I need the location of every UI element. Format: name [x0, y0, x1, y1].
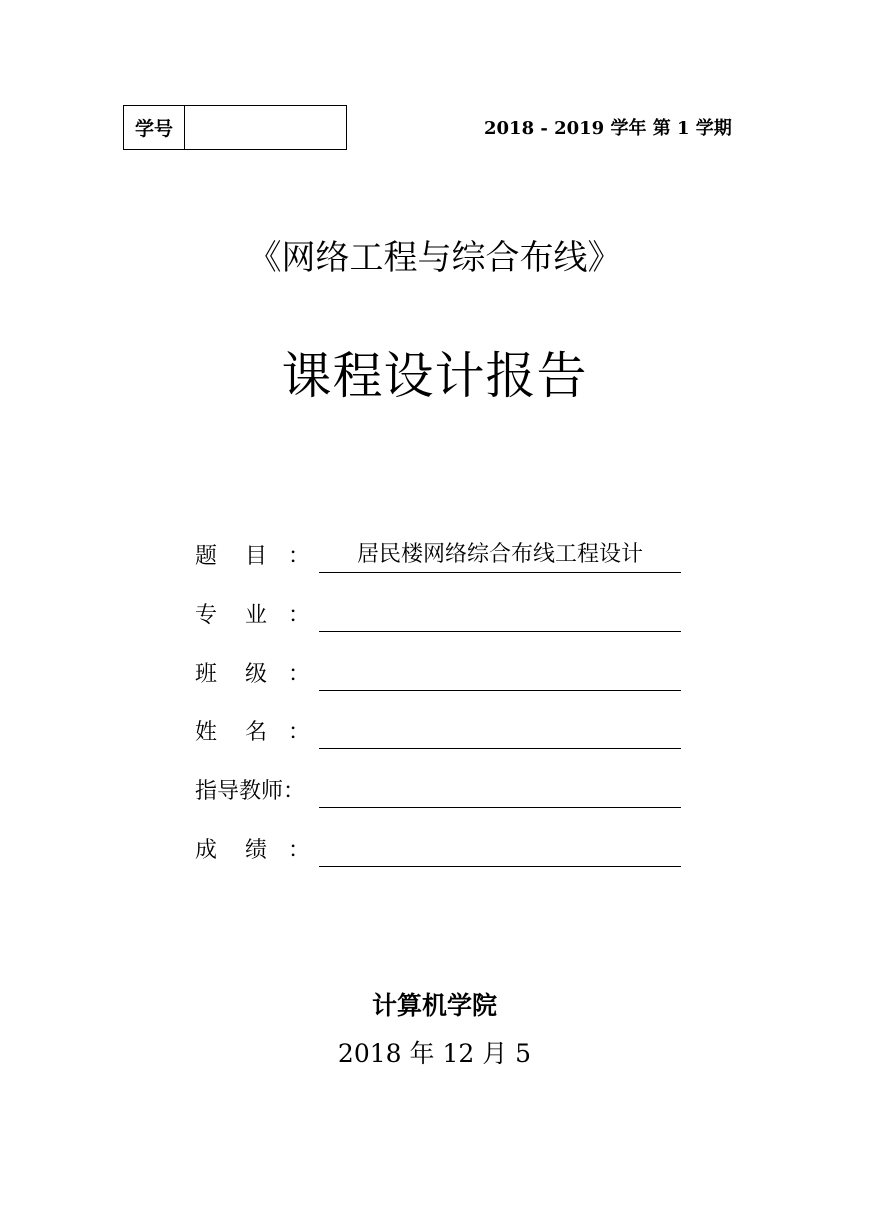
- field-label: 姓 名 ：: [195, 720, 310, 745]
- field-label: 班 级 ：: [195, 662, 310, 687]
- field-class: [195, 651, 681, 691]
- field-value[interactable]: 居民楼网络综合布线工程设计: [356, 542, 643, 567]
- underline: [319, 690, 681, 691]
- field-grade: [195, 827, 681, 867]
- underline: [319, 631, 681, 632]
- student-id-box: [123, 105, 347, 150]
- underline: [319, 807, 681, 808]
- report-title: 课程设计报告: [281, 347, 588, 405]
- course-title: 《网络工程与综合布线》: [247, 238, 622, 278]
- field-label: 指导教师：: [195, 779, 306, 804]
- underline: [319, 866, 681, 867]
- student-id-label: 学号: [124, 106, 185, 149]
- field-advisor: [195, 768, 681, 808]
- field-name: [195, 709, 681, 749]
- underline: [319, 572, 681, 573]
- academic-term: 2018 - 2019 学年 第 1 学期: [484, 118, 732, 139]
- underline: [319, 748, 681, 749]
- college-name: 计算机学院: [371, 991, 497, 1020]
- report-date: 2018 年 12 月 5: [337, 1039, 532, 1068]
- field-label: 专 业 ：: [195, 603, 310, 628]
- student-id-field[interactable]: [185, 106, 346, 149]
- field-label: 成 绩 ：: [195, 838, 310, 863]
- field-label: 题 目 ：: [195, 544, 310, 569]
- field-major: [195, 592, 681, 632]
- field-topic: [195, 533, 681, 573]
